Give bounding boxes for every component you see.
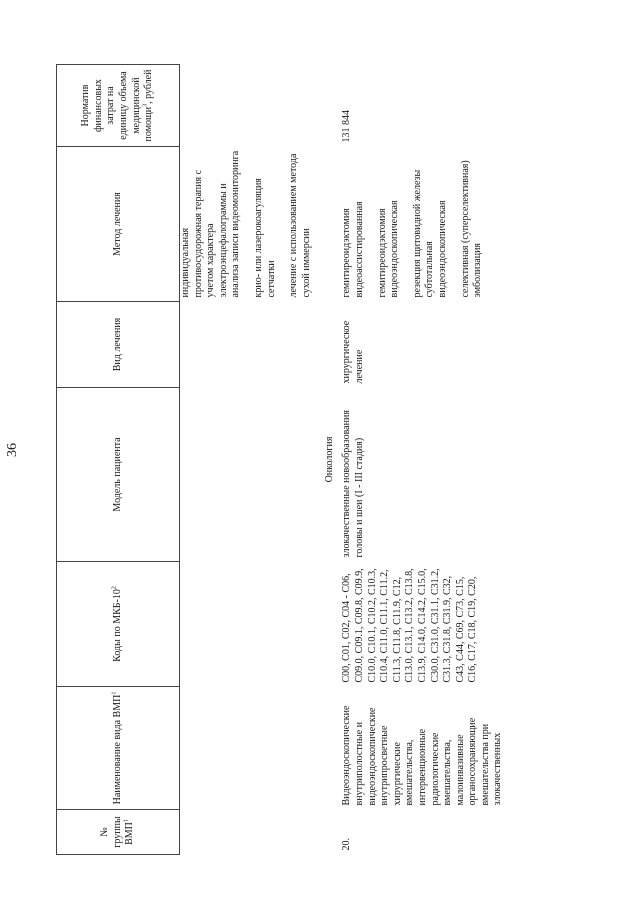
method-item: гемитиреоидэктомия видеоэндоскопическая [376,200,401,298]
header-cost-norm: Норматив финансовых затрат на единицу объема медицинской помощи$^3$, рублей [57,65,180,147]
row-icd-codes: C00, C01, C02, C04 - C06, C09.0, C09.1, C09.8, C09.9, C10.0, C10.1, C10.2, C10.3, C10.4, C11.0, C11.1, C11.2, C11.3, C11.8, C11.9, C12, C13.0, C13.1, C13.2, C13.8, C13.9, C14.0, C14.2, C15.0, C30.0, C31.0, C31.1, C31.2, C31.3, C31.8, C31.9, C32, C43, C44, C69, C73, C15, C16, C17, C18, C19, C20, [341,568,479,683]
row-group-no: 20. [341,838,353,851]
continued-methods-cell [180,147,314,302]
row-cost: 131 844 [341,110,353,143]
vmp-table [56,64,505,855]
header-vmp-name: Наименование вида ВМП$^1$ [57,687,180,810]
method-item: резекция щитовидной железы субтотальная видеоэндоскопическая [411,169,448,298]
table-row [339,65,505,855]
header-treatment-method: Метод лечения [57,147,180,302]
header-patient-model: Модель пациента [57,388,180,562]
method-item: селективная (суперселективная) эмболизация [459,160,484,298]
row-patient-model: злокачественные новообразования головы и шеи (I - III стадия) [341,410,365,558]
method-item: лечение с использованием метода сухой иммерсии [288,153,312,298]
section-title: Онкология [324,436,336,483]
continued-row [180,65,314,855]
header-treatment-type: Вид лечения [57,302,180,388]
table-header-row [57,65,180,855]
row-vmp-name: Видеоэндоскопические внутриполостные и видеоэндоскопические внутрипросветные хирургические вмешательства, интервенционные радиологические вмешательства, малоинвазивные органосохраняющие вмешательства при злокачественных [341,705,504,806]
section-row [321,65,339,855]
page-number: 36 [5,443,20,457]
method-item: крио- или лазерокоагуляция сетчатки [252,178,277,298]
method-item: гемитиреоидэктомия видеоассистированная [341,201,365,298]
row-methods-cell [339,147,505,302]
header-group-no: № группы ВМП$^1$ [57,810,180,855]
header-icd-codes: Коды по МКБ-$10^2$ [57,562,180,687]
row-treatment-type: хирургическое лечение [341,320,365,384]
method-item: индивидуальная противосудорожная терапия с учетом характера электроэнцефалограммы и анализа записи видеомониторинга [180,150,242,298]
